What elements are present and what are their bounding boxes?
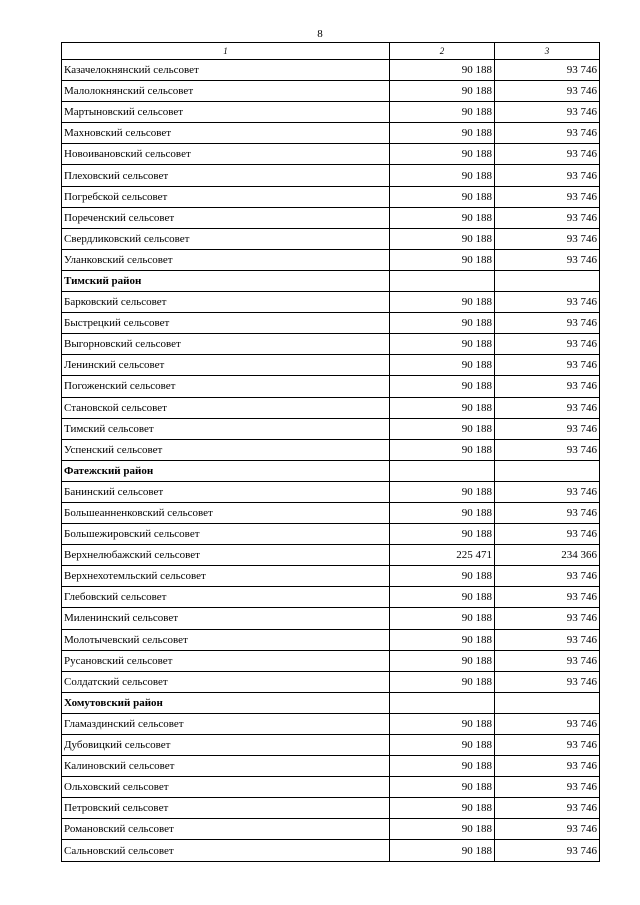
- municipality-name-cell: Фатежский район: [62, 460, 390, 481]
- municipality-name-cell: Верхнехотемльский сельсовет: [62, 566, 390, 587]
- municipality-name-cell: Калиновский сельсовет: [62, 756, 390, 777]
- municipality-name-cell: Большежировский сельсовет: [62, 524, 390, 545]
- value-col3-cell: 93 746: [495, 249, 600, 270]
- municipality-name-cell: Новоивановский сельсовет: [62, 144, 390, 165]
- municipality-name-cell: Погребской сельсовет: [62, 186, 390, 207]
- table-row: [62, 228, 600, 249]
- value-col2-cell: 90 188: [390, 249, 495, 270]
- table-row: [62, 650, 600, 671]
- value-col3-cell: 93 746: [495, 777, 600, 798]
- value-col2-cell: 90 188: [390, 713, 495, 734]
- table-row: [62, 713, 600, 734]
- municipality-name-cell: Сальновский сельсовет: [62, 840, 390, 861]
- table-row: [62, 355, 600, 376]
- municipality-name-cell: Пореченский сельсовет: [62, 207, 390, 228]
- table-row: [62, 735, 600, 756]
- district-row: [62, 692, 600, 713]
- value-col2-cell: 90 188: [390, 165, 495, 186]
- municipality-name-cell: Становской сельсовет: [62, 397, 390, 418]
- value-col2-cell: 90 188: [390, 481, 495, 502]
- value-col3-cell: 93 746: [495, 165, 600, 186]
- municipality-name-cell: Глебовский сельсовет: [62, 587, 390, 608]
- column-header-2: 2: [390, 43, 495, 60]
- value-col3-cell: 93 746: [495, 397, 600, 418]
- table-body: [62, 43, 600, 862]
- value-col3-cell: 93 746: [495, 650, 600, 671]
- table-row: [62, 777, 600, 798]
- value-col2-cell: 90 188: [390, 608, 495, 629]
- table-row: [62, 566, 600, 587]
- value-col2-cell: 90 188: [390, 292, 495, 313]
- value-col3-cell: 93 746: [495, 502, 600, 523]
- municipality-name-cell: Банинский сельсовет: [62, 481, 390, 502]
- value-col2-cell: 90 188: [390, 207, 495, 228]
- value-col3-cell: 93 746: [495, 334, 600, 355]
- value-col2-cell: 90 188: [390, 566, 495, 587]
- municipality-name-cell: Уланковский сельсовет: [62, 249, 390, 270]
- value-col2-cell: 90 188: [390, 123, 495, 144]
- value-col3-cell: 93 746: [495, 81, 600, 102]
- value-col2-cell: 90 188: [390, 587, 495, 608]
- value-col2-cell: 90 188: [390, 60, 495, 81]
- municipality-name-cell: Ольховский сельсовет: [62, 777, 390, 798]
- table-row: [62, 60, 600, 81]
- district-row: [62, 270, 600, 291]
- table-row: [62, 313, 600, 334]
- municipality-name-cell: Хомутовский район: [62, 692, 390, 713]
- value-col3-cell: 93 746: [495, 735, 600, 756]
- value-col3-cell: 93 746: [495, 756, 600, 777]
- table-row: [62, 165, 600, 186]
- table-row: [62, 819, 600, 840]
- value-col3-cell: 93 746: [495, 292, 600, 313]
- table-row: [62, 608, 600, 629]
- table-row: [62, 123, 600, 144]
- municipality-name-cell: Казачелокнянский сельсовет: [62, 60, 390, 81]
- municipality-name-cell: Успенский сельсовет: [62, 439, 390, 460]
- value-col3-cell: 93 746: [495, 228, 600, 249]
- municipality-name-cell: Большеанненковский сельсовет: [62, 502, 390, 523]
- value-col2-cell: 225 471: [390, 545, 495, 566]
- table-row: [62, 481, 600, 502]
- value-col2-cell: [390, 460, 495, 481]
- municipality-name-cell: Быстрецкий сельсовет: [62, 313, 390, 334]
- table-row: [62, 292, 600, 313]
- value-col3-cell: 93 746: [495, 481, 600, 502]
- value-col3-cell: 93 746: [495, 671, 600, 692]
- value-col3-cell: 93 746: [495, 587, 600, 608]
- value-col3-cell: 93 746: [495, 355, 600, 376]
- value-col2-cell: 90 188: [390, 144, 495, 165]
- value-col3-cell: 93 746: [495, 524, 600, 545]
- value-col3-cell: 93 746: [495, 840, 600, 861]
- value-col3-cell: 93 746: [495, 439, 600, 460]
- value-col2-cell: 90 188: [390, 650, 495, 671]
- value-col2-cell: 90 188: [390, 819, 495, 840]
- value-col2-cell: 90 188: [390, 376, 495, 397]
- table-row: [62, 840, 600, 861]
- district-row: [62, 460, 600, 481]
- municipality-name-cell: Романовский сельсовет: [62, 819, 390, 840]
- table-row: [62, 756, 600, 777]
- municipality-name-cell: Миленинский сельсовет: [62, 608, 390, 629]
- column-number-row: [62, 43, 600, 60]
- column-header-3: 3: [495, 43, 600, 60]
- value-col2-cell: 90 188: [390, 798, 495, 819]
- municipality-name-cell: Тимский сельсовет: [62, 418, 390, 439]
- municipality-name-cell: Гламаздинский сельсовет: [62, 713, 390, 734]
- value-col3-cell: 93 746: [495, 798, 600, 819]
- value-col2-cell: 90 188: [390, 777, 495, 798]
- table-row: [62, 186, 600, 207]
- table-row: [62, 144, 600, 165]
- value-col3-cell: 93 746: [495, 186, 600, 207]
- subsidy-table: [61, 42, 600, 862]
- value-col3-cell: 93 746: [495, 418, 600, 439]
- table-row: [62, 81, 600, 102]
- municipality-name-cell: Погоженский сельсовет: [62, 376, 390, 397]
- table-row: [62, 502, 600, 523]
- table-row: [62, 102, 600, 123]
- value-col2-cell: 90 188: [390, 735, 495, 756]
- table-row: [62, 587, 600, 608]
- value-col2-cell: 90 188: [390, 334, 495, 355]
- value-col2-cell: 90 188: [390, 102, 495, 123]
- table-row: [62, 207, 600, 228]
- value-col2-cell: 90 188: [390, 502, 495, 523]
- value-col3-cell: 93 746: [495, 60, 600, 81]
- table-row: [62, 334, 600, 355]
- value-col2-cell: [390, 692, 495, 713]
- page-number: 8: [317, 28, 323, 40]
- table-row: [62, 418, 600, 439]
- table-row: [62, 376, 600, 397]
- value-col2-cell: 90 188: [390, 397, 495, 418]
- value-col3-cell: 93 746: [495, 629, 600, 650]
- value-col3-cell: 93 746: [495, 819, 600, 840]
- value-col2-cell: 90 188: [390, 81, 495, 102]
- value-col2-cell: 90 188: [390, 313, 495, 334]
- value-col2-cell: 90 188: [390, 186, 495, 207]
- municipality-name-cell: Барковский сельсовет: [62, 292, 390, 313]
- municipality-name-cell: Плеховский сельсовет: [62, 165, 390, 186]
- value-col3-cell: 93 746: [495, 102, 600, 123]
- municipality-name-cell: Махновский сельсовет: [62, 123, 390, 144]
- value-col3-cell: 93 746: [495, 313, 600, 334]
- value-col2-cell: 90 188: [390, 524, 495, 545]
- table-row: [62, 629, 600, 650]
- table-row: [62, 249, 600, 270]
- municipality-name-cell: Верхнелюбажский сельсовет: [62, 545, 390, 566]
- value-col3-cell: [495, 270, 600, 291]
- value-col3-cell: 234 366: [495, 545, 600, 566]
- municipality-name-cell: Мартыновский сельсовет: [62, 102, 390, 123]
- value-col2-cell: 90 188: [390, 671, 495, 692]
- value-col3-cell: [495, 692, 600, 713]
- value-col2-cell: 90 188: [390, 355, 495, 376]
- municipality-name-cell: Дубовицкий сельсовет: [62, 735, 390, 756]
- municipality-name-cell: Ленинский сельсовет: [62, 355, 390, 376]
- municipality-name-cell: Свердликовский сельсовет: [62, 228, 390, 249]
- value-col3-cell: 93 746: [495, 566, 600, 587]
- municipality-name-cell: Выгорновский сельсовет: [62, 334, 390, 355]
- value-col2-cell: 90 188: [390, 418, 495, 439]
- value-col3-cell: 93 746: [495, 207, 600, 228]
- table-row: [62, 439, 600, 460]
- value-col3-cell: 93 746: [495, 123, 600, 144]
- table-row: [62, 397, 600, 418]
- value-col3-cell: [495, 460, 600, 481]
- municipality-name-cell: Молотычевский сельсовет: [62, 629, 390, 650]
- table-row: [62, 545, 600, 566]
- value-col2-cell: 90 188: [390, 228, 495, 249]
- municipality-name-cell: Солдатский сельсовет: [62, 671, 390, 692]
- value-col3-cell: 93 746: [495, 713, 600, 734]
- municipality-name-cell: Петровский сельсовет: [62, 798, 390, 819]
- value-col3-cell: 93 746: [495, 376, 600, 397]
- table-row: [62, 798, 600, 819]
- value-col2-cell: 90 188: [390, 439, 495, 460]
- value-col3-cell: 93 746: [495, 608, 600, 629]
- value-col2-cell: [390, 270, 495, 291]
- municipality-name-cell: Тимский район: [62, 270, 390, 291]
- value-col2-cell: 90 188: [390, 756, 495, 777]
- municipality-name-cell: Русановский сельсовет: [62, 650, 390, 671]
- municipality-name-cell: Малолокнянский сельсовет: [62, 81, 390, 102]
- column-header-1: 1: [62, 43, 390, 60]
- value-col2-cell: 90 188: [390, 840, 495, 861]
- value-col2-cell: 90 188: [390, 629, 495, 650]
- table-row: [62, 671, 600, 692]
- value-col3-cell: 93 746: [495, 144, 600, 165]
- table-row: [62, 524, 600, 545]
